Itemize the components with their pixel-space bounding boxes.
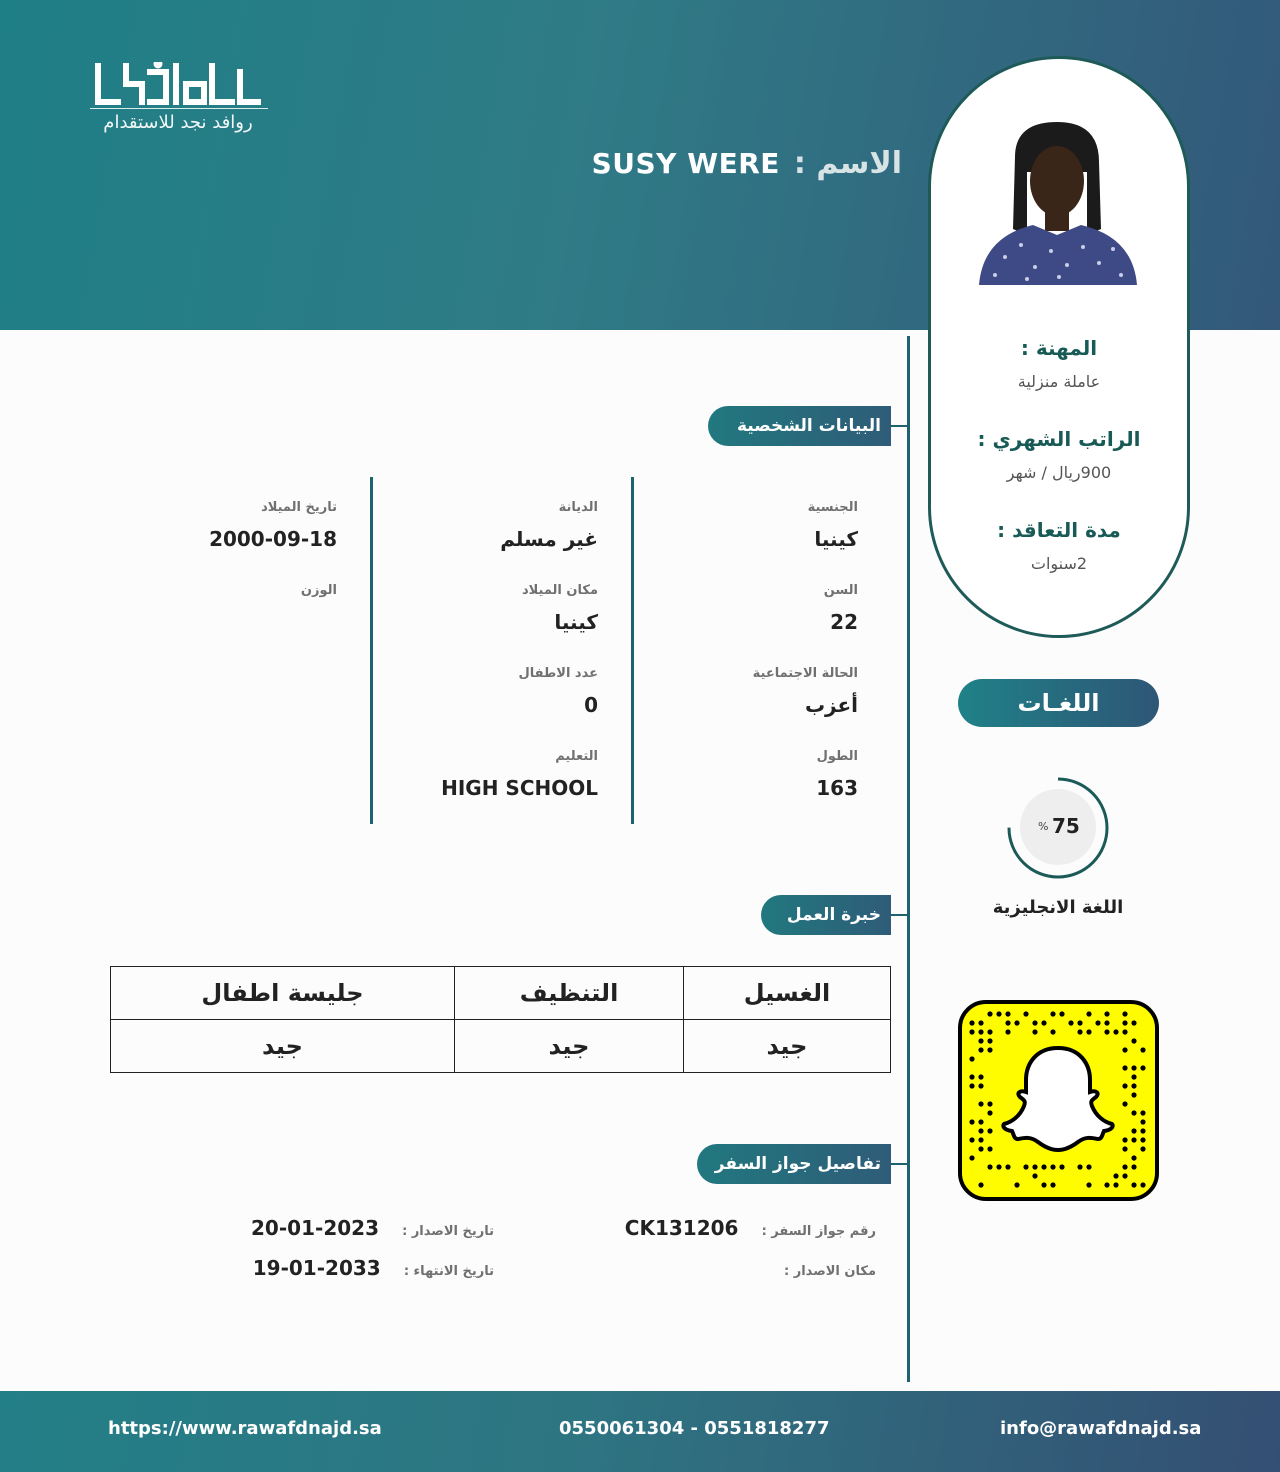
snapcode-dot [1131, 1128, 1136, 1133]
snapcode-dot [1077, 1029, 1082, 1034]
snapcode-dot [1005, 1029, 1010, 1034]
snapcode-dot [1014, 1020, 1019, 1025]
section-connector [890, 1163, 908, 1165]
snapcode-dot [1068, 1020, 1073, 1025]
snapcode-dot [978, 1101, 983, 1106]
snapcode-dot [978, 1182, 983, 1187]
section-work-experience: خبرة العمل [761, 895, 891, 935]
table-cell: جيد [684, 1020, 891, 1073]
table-row [111, 967, 891, 1020]
snapcode-dot [1140, 1110, 1145, 1115]
snapcode-dot [978, 1020, 983, 1025]
profession-value: عاملة منزلية [1017, 372, 1101, 391]
snapcode-dot [1032, 1020, 1037, 1025]
snapcode-dot [1140, 1119, 1145, 1124]
snapcode-dot [969, 1056, 974, 1061]
snapcode-dot [1059, 1164, 1064, 1169]
table-header-cell: التنظيف [455, 967, 684, 1020]
snapcode-dot [1122, 1029, 1127, 1034]
snapcode-dot [1131, 1083, 1136, 1088]
snapcode-dot [1122, 1065, 1127, 1070]
section-connector [890, 914, 908, 916]
snapcode-dot [1041, 1182, 1046, 1187]
languages-title: اللغـات [958, 679, 1159, 727]
snapcode-dot [1122, 1146, 1127, 1151]
snapcode-dot [1122, 1047, 1127, 1052]
passport-issue-date-label: تاريخ الاصدار : [402, 1224, 494, 1239]
logo-mark-icon [92, 62, 262, 106]
snapcode-dot [978, 1137, 983, 1142]
field-value: أعزب [804, 693, 858, 717]
salary-label: الراتب الشهري : [977, 427, 1141, 451]
language-percent-value: 75 [1052, 814, 1080, 838]
snapcode-dot [1023, 1011, 1028, 1016]
snapcode-dot [1131, 1074, 1136, 1079]
snapcode-dot [978, 1029, 983, 1034]
profession-block [930, 336, 1188, 427]
snapcode-dot [1032, 1029, 1037, 1034]
field-label: الطول [816, 749, 858, 764]
snapcode-dot [969, 1137, 974, 1142]
field-value: 0 [584, 693, 598, 717]
table-row [111, 1020, 891, 1073]
snapcode-dot [978, 1074, 983, 1079]
passport-issue-date-value: 2023-01-20 [251, 1216, 379, 1240]
table-cell: جيد [111, 1020, 455, 1073]
field-birth-date [117, 500, 337, 551]
field-value: HIGH SCHOOL [441, 776, 598, 800]
snapcode-dot [978, 1119, 983, 1124]
field-label: الجنسية [807, 500, 858, 515]
contract-value: 2سنوات [1030, 554, 1088, 573]
snapcode-dot [1005, 1164, 1010, 1169]
field-weight [117, 583, 337, 610]
snapcode-dot [987, 1128, 992, 1133]
footer-website-link[interactable]: https://www.rawafdnajd.sa [108, 1418, 382, 1439]
field-height [638, 749, 858, 800]
snapcode-dot [1032, 1173, 1037, 1178]
snapcode-dot [987, 1164, 992, 1169]
column-divider [370, 477, 373, 824]
field-value: غير مسلم [500, 527, 598, 551]
portrait-illustration [975, 117, 1140, 285]
snapcode-dot [987, 1038, 992, 1043]
field-label: الديانة [558, 500, 598, 515]
snapcode-dot [978, 1038, 983, 1043]
snapcode-dot [1104, 1182, 1109, 1187]
passport-number-label: رقم جواز السفر : [761, 1224, 876, 1239]
snapcode-dot [1086, 1164, 1091, 1169]
field-label: مكان الميلاد [521, 583, 598, 598]
language-name: اللغة الانجليزية [992, 897, 1124, 918]
passport-issue-place-label: مكان الاصدار : [784, 1264, 876, 1279]
snapcode-dot [1050, 1029, 1055, 1034]
snapcode-dot [1086, 1011, 1091, 1016]
field-age [638, 583, 858, 634]
snapcode-dot [987, 1029, 992, 1034]
field-label: الوزن [300, 583, 337, 598]
field-label: تاريخ الميلاد [261, 500, 337, 515]
passport-number-row [625, 1216, 876, 1240]
passport-expiry-date-value: 2033-01-19 [252, 1256, 381, 1280]
brand-logo [88, 58, 278, 138]
snapcode-dot [1086, 1029, 1091, 1034]
field-label: عدد الاطفال [518, 666, 598, 681]
snapcode-dot [1122, 1101, 1127, 1106]
passport-expiry-date-label: تاريخ الانتهاء : [403, 1264, 494, 1279]
passport-issue-date-row [251, 1216, 494, 1240]
snapcode-dot [1131, 1065, 1136, 1070]
field-value: 163 [816, 776, 858, 800]
section-passport: تفاصيل جواز السفر [697, 1144, 891, 1184]
passport-number-value: CK131206 [624, 1216, 739, 1240]
snapcode-dot [1095, 1020, 1100, 1025]
snapcode-dot [978, 1128, 983, 1133]
snapcode-dot [969, 1155, 974, 1160]
snapcode-dot [1140, 1047, 1145, 1052]
salary-value: 900ريال / شهر [1006, 463, 1112, 482]
side-info-panel [930, 336, 1188, 609]
field-value: 22 [830, 610, 858, 634]
snapcode-dot [987, 1146, 992, 1151]
field-label: الحالة الاجتماعية [752, 666, 858, 681]
candidate-name-row [592, 146, 902, 181]
snapcode-dot [1113, 1182, 1118, 1187]
snapcode-dot [978, 1047, 983, 1052]
snapcode-dot [978, 1146, 983, 1151]
snapcode-dot [1140, 1137, 1145, 1142]
snapcode-dot [1059, 1011, 1064, 1016]
field-value: كينيا [554, 610, 598, 634]
snapcode-dot [1023, 1164, 1028, 1169]
name-label: الاسم : [793, 146, 902, 181]
section-personal-data: البيانات الشخصية [708, 406, 891, 446]
snapcode-dot [987, 1101, 992, 1106]
timeline-line [907, 336, 910, 1382]
snapcode-dot [1140, 1146, 1145, 1151]
snapcode-dot [969, 1020, 974, 1025]
snapcode-dot [978, 1083, 983, 1088]
experience-table [110, 966, 891, 1073]
snapcode-dot [1131, 1110, 1136, 1115]
snapcode-dot [987, 1011, 992, 1016]
snapcode-dot [1140, 1128, 1145, 1133]
snapcode-dot [1050, 1182, 1055, 1187]
snapcode-dot [969, 1119, 974, 1124]
field-birth-place [378, 583, 598, 634]
contract-block [930, 518, 1188, 609]
snapcode-qr[interactable] [958, 1000, 1159, 1201]
field-value: 2000-09-18 [209, 527, 337, 551]
snapcode-dot [1113, 1173, 1118, 1178]
snapcode-dot [1050, 1164, 1055, 1169]
profession-label: المهنة : [1020, 336, 1098, 360]
snapcode-dot [1131, 1155, 1136, 1160]
column-divider [631, 477, 634, 824]
snapcode-dot [1014, 1182, 1019, 1187]
snapcode-dot [1140, 1065, 1145, 1070]
candidate-photo [975, 117, 1140, 285]
field-nationality [638, 500, 858, 551]
snapcode-dot [1131, 1020, 1136, 1025]
snapcode-dot [1122, 1083, 1127, 1088]
table-cell: جيد [455, 1020, 684, 1073]
salary-block [930, 427, 1188, 518]
logo-divider [90, 108, 268, 109]
snapcode-dot [1104, 1029, 1109, 1034]
snapcode-dot [1041, 1164, 1046, 1169]
snapcode-dot [1077, 1164, 1082, 1169]
field-children [378, 666, 598, 717]
snapcode-dot [1041, 1020, 1046, 1025]
passport-issue-place-row [766, 1256, 876, 1280]
snapcode-dot [1122, 1020, 1127, 1025]
snapcode-dot [1032, 1164, 1037, 1169]
snapcode-dot [1131, 1182, 1136, 1187]
snapcode-dot [1104, 1020, 1109, 1025]
snapcode-dot [1131, 1038, 1136, 1043]
snapcode-dot [969, 1083, 974, 1088]
snapcode-dot [1131, 1092, 1136, 1097]
section-connector [890, 425, 908, 427]
snapcode-dot [1122, 1173, 1127, 1178]
contract-label: مدة التعاقد : [997, 518, 1121, 542]
footer-email-link[interactable]: info@rawafdnajd.sa [1000, 1418, 1202, 1439]
snapcode-dot [1086, 1182, 1091, 1187]
table-header-cell: جليسة اطفال [111, 967, 455, 1020]
field-marital-status [638, 666, 858, 717]
snapcode-dot [969, 1029, 974, 1034]
snapcode-dot [1131, 1137, 1136, 1142]
snapcode-dot [1122, 1137, 1127, 1142]
snapcode-dot [1005, 1020, 1010, 1025]
snapcode-dot [1122, 1011, 1127, 1016]
snapcode-dot [969, 1074, 974, 1079]
logo-caption: روافد نجد للاستقدام [103, 112, 253, 133]
field-label: السن [823, 583, 858, 598]
snapcode-dot [1113, 1029, 1118, 1034]
name-value: SUSY WERE [591, 147, 780, 180]
snapcode-dot [996, 1011, 1001, 1016]
passport-expiry-date-row [253, 1256, 494, 1280]
field-education [378, 749, 598, 800]
snapcode-dot [1131, 1164, 1136, 1169]
footer-phones[interactable]: 0550061304 - 0551818277 [559, 1418, 830, 1439]
snapcode-dot [1140, 1182, 1145, 1187]
snapcode-dot [1077, 1020, 1082, 1025]
table-header-cell: الغسيل [684, 967, 891, 1020]
snapcode-dot [1104, 1011, 1109, 1016]
snapcode-dot [1005, 1011, 1010, 1016]
snapcode-dot [1050, 1011, 1055, 1016]
field-religion [378, 500, 598, 551]
field-label: التعليم [555, 749, 598, 764]
snapcode-dot [996, 1164, 1001, 1169]
language-percent-sign: % [1038, 820, 1049, 833]
field-value: كينيا [814, 527, 858, 551]
snapcode-dot [1122, 1164, 1127, 1169]
snapcode-dot [987, 1110, 992, 1115]
snapcode-dot [987, 1047, 992, 1052]
